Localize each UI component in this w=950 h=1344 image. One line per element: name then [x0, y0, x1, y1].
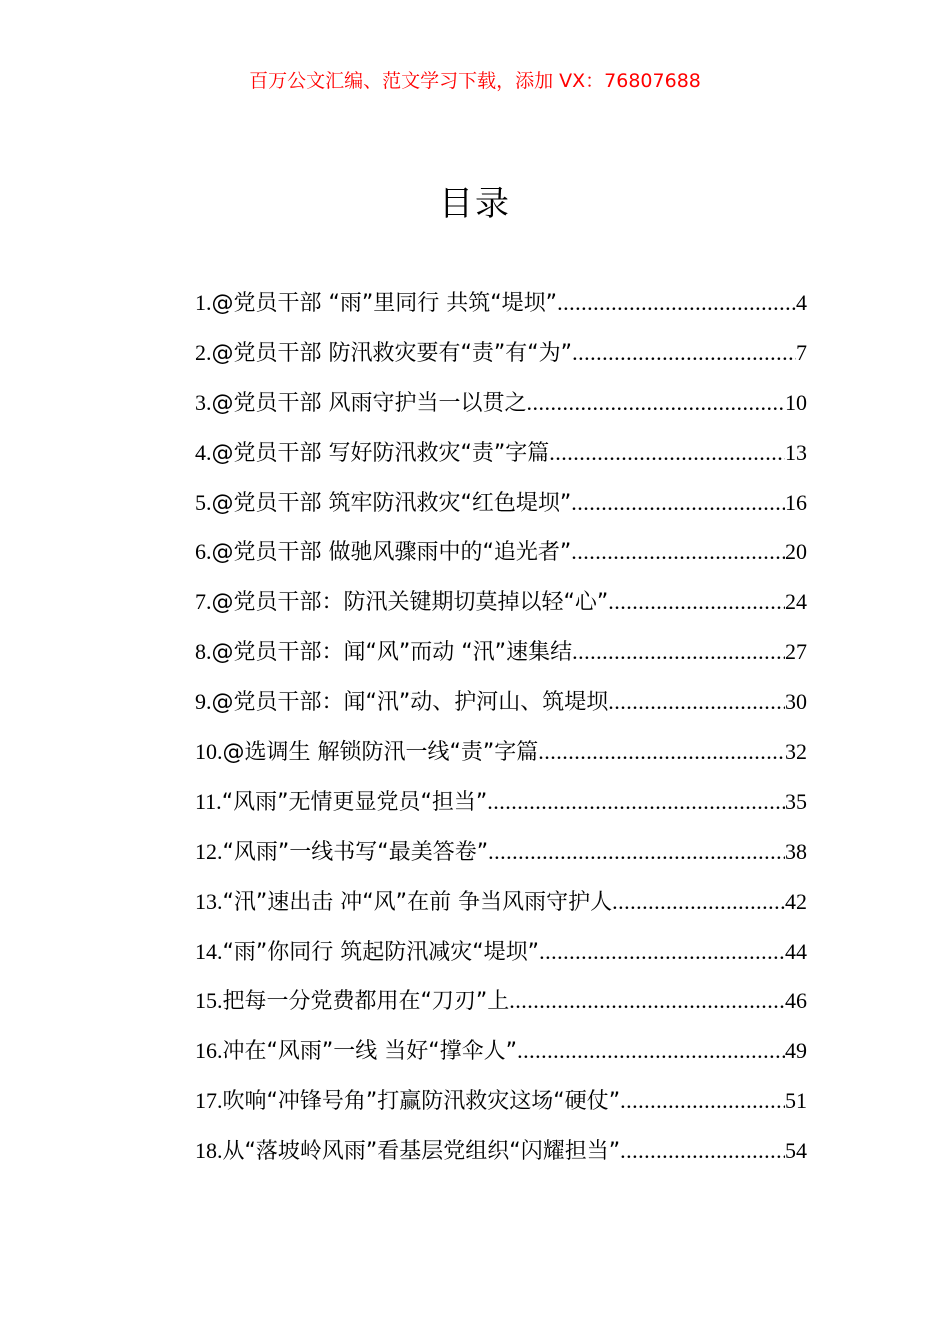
toc-entry-number: 3. [195, 389, 212, 415]
toc-entry[interactable] [195, 827, 807, 877]
toc-entry-title: @党员干部 写好防汛救灾“责”字篇 [211, 440, 550, 466]
toc-entry-title: @选调生 解锁防汛一线“责”字篇 [222, 740, 539, 766]
toc-dot-leader [620, 1126, 785, 1176]
toc-dot-leader [572, 627, 785, 677]
toc-dot-leader [620, 1076, 785, 1126]
toc-entry-page: 35 [785, 788, 807, 814]
toc-entry[interactable] [195, 777, 807, 827]
toc-entry-page: 44 [785, 938, 807, 964]
toc-entry[interactable] [195, 1076, 807, 1126]
toc-dot-leader [571, 527, 785, 577]
toc-entry-number: 8. [195, 639, 212, 665]
toc-entry[interactable] [195, 677, 807, 727]
toc-dot-leader [509, 976, 785, 1026]
toc-entry[interactable] [195, 328, 807, 378]
toc-entry-number: 2. [195, 339, 212, 365]
toc-entry-page: 27 [785, 639, 807, 665]
toc-entry[interactable] [195, 976, 807, 1026]
toc-entry-number: 11. [195, 788, 222, 814]
toc-entry-title: 把每一分党费都用在“刀刃”上 [222, 989, 510, 1015]
toc-entry-title: @党员干部 防汛救灾要有“责”有“为” [211, 340, 573, 366]
toc-entry-page: 30 [785, 689, 807, 715]
header-note: 百万公文汇编、范文学习下载，添加 VX：76807688 [249, 70, 701, 92]
toc-entry-number: 1. [195, 290, 212, 315]
toc-entry-title: @党员干部 风雨守护当一以贯之 [211, 390, 527, 416]
toc-dot-leader [557, 278, 796, 328]
toc-entry-number: 14. [195, 938, 223, 964]
toc-entry-number: 16. [195, 1038, 223, 1064]
toc-entry[interactable] [195, 627, 807, 677]
toc-entry-page: 16 [785, 489, 807, 515]
toc-dot-leader [488, 827, 785, 877]
toc-entry-number: 17. [195, 1088, 223, 1114]
toc-dot-leader [608, 577, 785, 627]
toc-entry-title: 冲在“风雨”一线 当好“撑伞人” [222, 1039, 518, 1065]
toc-entry-title: “雨”你同行 筑起防汛减灾“堤坝” [222, 939, 540, 965]
toc-entry-title: 从“落坡岭风雨”看基层党组织“闪耀担当” [222, 1139, 621, 1165]
toc-entry-title: @党员干部 筑牢防汛救灾“红色堤坝” [211, 490, 572, 516]
toc-dot-leader [608, 677, 785, 727]
toc-entry[interactable] [195, 478, 807, 528]
toc-dot-leader [538, 727, 785, 777]
toc-entry-number: 12. [195, 838, 223, 864]
toc-entry-title: @党员干部：闻“汛”动、护河山、筑堤坝 [211, 690, 609, 716]
toc-entry[interactable] [195, 1126, 807, 1176]
toc-entry-title: “风雨”一线书写“最美答卷” [222, 839, 489, 865]
toc-entry-number: 9. [195, 689, 212, 715]
toc-entry-page: 24 [785, 589, 807, 615]
toc-entry-number: 10. [195, 739, 223, 765]
toc-entry-page: 4 [796, 290, 807, 315]
toc-entry[interactable] [195, 727, 807, 777]
toc-dot-leader [487, 777, 785, 827]
toc-entry-page: 46 [785, 988, 807, 1014]
toc-entry-number: 6. [195, 539, 212, 565]
toc-dot-leader [572, 328, 796, 378]
toc-entry[interactable] [195, 527, 807, 577]
toc-entry[interactable] [195, 927, 807, 977]
toc-dot-leader [539, 927, 785, 977]
toc-entry-page: 10 [785, 389, 807, 415]
page-title: 目录 [439, 184, 511, 224]
table-of-contents [195, 278, 807, 1176]
toc-dot-leader [517, 1026, 785, 1076]
toc-entry-number: 13. [195, 888, 223, 914]
toc-entry-title: @党员干部 “雨”里同行 共筑“堤坝” [211, 291, 558, 316]
toc-entry[interactable] [195, 877, 807, 927]
toc-entry-title: @党员干部 做驰风骤雨中的“追光者” [211, 540, 572, 566]
toc-entry[interactable] [195, 278, 807, 328]
toc-dot-leader [571, 478, 785, 528]
toc-entry-page: 20 [785, 539, 807, 565]
toc-entry-number: 7. [195, 589, 212, 615]
toc-entry-number: 15. [195, 988, 223, 1014]
toc-entry-number: 18. [195, 1138, 223, 1164]
toc-entry-page: 54 [785, 1138, 807, 1164]
toc-dot-leader [527, 378, 786, 428]
toc-entry-page: 13 [785, 439, 807, 465]
toc-entry-page: 38 [785, 838, 807, 864]
toc-entry[interactable] [195, 428, 807, 478]
toc-entry-page: 49 [785, 1038, 807, 1064]
toc-entry-title: “汛”速出击 冲“风”在前 争当风雨守护人 [222, 889, 613, 915]
toc-entry-title: @党员干部：闻“风”而动 “汛”速集结 [211, 640, 573, 666]
toc-entry[interactable] [195, 577, 807, 627]
toc-entry-page: 42 [785, 888, 807, 914]
toc-dot-leader [612, 877, 785, 927]
toc-entry-number: 4. [195, 439, 212, 465]
toc-entry-title: 吹响“冲锋号角”打赢防汛救灾这场“硬仗” [222, 1089, 621, 1115]
toc-entry-page: 51 [785, 1088, 807, 1114]
toc-dot-leader [549, 428, 785, 478]
toc-entry-page: 32 [785, 739, 807, 765]
toc-entry-number: 5. [195, 489, 212, 515]
toc-entry-title: @党员干部：防汛关键期切莫掉以轻“心” [211, 590, 609, 616]
toc-entry-title: “风雨”无情更显党员“担当” [221, 789, 488, 815]
toc-entry[interactable] [195, 1026, 807, 1076]
toc-entry[interactable] [195, 378, 807, 428]
toc-entry-page: 7 [796, 339, 807, 365]
